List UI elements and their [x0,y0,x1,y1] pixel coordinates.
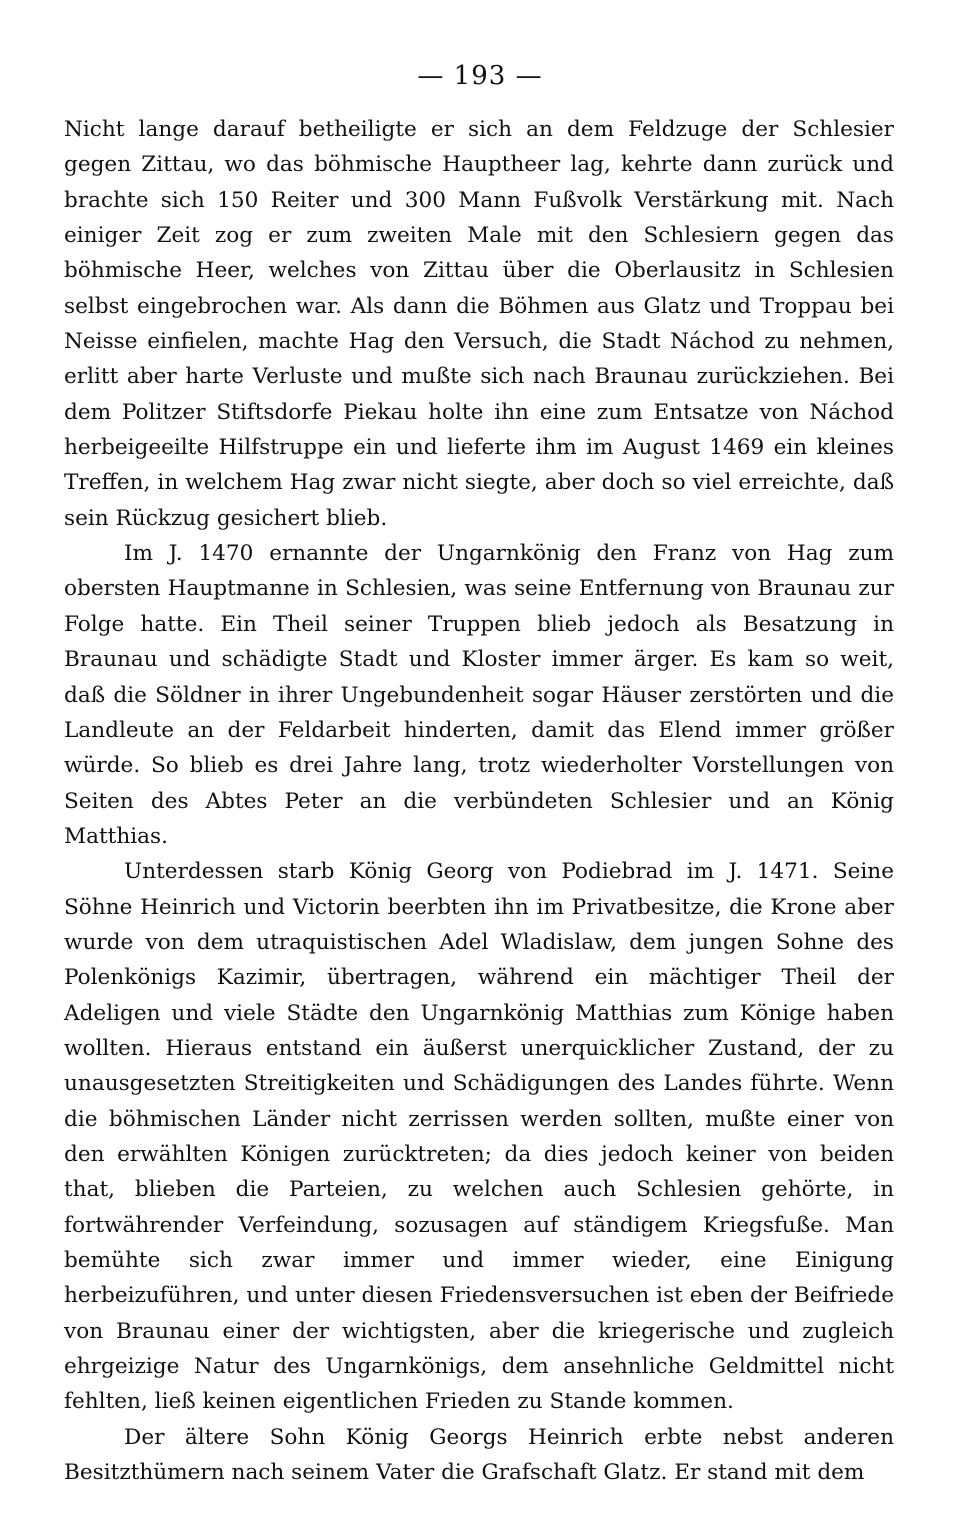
page-number: — 193 — [417,61,543,91]
paragraph-3: Unterdessen starb König Georg von Podiebrad im J. 1471. Seine Söhne Heinrich und Victorin beerbten ihn im Privatbesitze, die Krone aber wurde von dem utraquistischen Adel Wladislaw, dem jungen Sohne des Polenkönigs Kazimir, übertragen, während ein mächtiger Theil der Adeligen und viele Städte den Ungarnkönig Matthias zum Könige haben wollten. Hieraus entstand ein äußerst unerquicklicher Zustand, der zu unausgesetzten Streitigkeiten und Schädigungen des Landes führte. Wenn die böhmischen Länder nicht zerrissen werden sollten, mußte einer von den erwählten Königen zurücktreten; da dies jedoch keiner von beiden that, blieben die Parteien, zu welchen auch Schlesien gehörte, in fortwährender Verfeindung, sozusagen auf ständigem Kriegsfuße. Man bemühte sich zwar immer und immer wieder, eine Einigung herbeizuführen, und unter diesen Friedensversuchen ist eben der Beifriede von Braunau einer der wichtigsten, aber die kriegerische und zugleich ehrgeizige Natur des Ungarnkönigs, dem ansehnliche Geldmittel nicht fehlten, ließ keinen eigentlichen Frieden zu Stande kommen. [64,859,894,1415]
paragraph-2: Im J. 1470 ernannte der Ungarnkönig den Franz von Hag zum obersten Hauptmanne in Schlesien, was seine Entfernung von Braunau zur Folge hatte. Ein Theil seiner Truppen blieb jedoch als Besatzung in Braunau und schädigte Stadt und Kloster immer ärger. Es kam so weit, daß die Söldner in ihrer Ungebundenheit sogar Häuser zerstörten und die Landleute an der Feldarbeit hinderten, damit das Elend immer größer würde. So blieb es drei Jahre lang, trotz wiederholter Vorstellungen von Seiten des Abtes Peter an die verbündeten Schlesier und an König Matthias. [64,541,894,849]
body-text [64,112,894,1490]
paragraph-1: Nicht lange darauf betheiligte er sich an dem Feldzuge der Schlesier gegen Zittau, wo das böhmische Hauptheer lag, kehrte dann zurück und brachte sich 150 Reiter und 300 Mann Fußvolk Verstärkung mit. Nach einiger Zeit zog er zum zweiten Male mit den Schlesiern gegen das böhmische Heer, welches von Zittau über die Oberlausitz in Schlesien selbst eingebrochen war. Als dann die Böhmen aus Glatz und Troppau bei Neisse einfielen, machte Hag den Versuch, die Stadt Náchod zu nehmen, erlitt aber harte Verluste und mußte sich nach Braunau zurückziehen. Bei dem Politzer Stiftsdorfe Piekau holte ihn eine zum Entsatze von Náchod herbeigeeilte Hilfstruppe ein und lieferte ihm im August 1469 ein kleines Treffen, in welchem Hag zwar nicht siegte, aber doch so viel erreichte, daß sein Rückzug gesichert blieb. [64,117,894,531]
paragraph-4: Der ältere Sohn König Georgs Heinrich erbte nebst anderen Besitzthümern nach seinem Vater die Grafschaft Glatz. Er stand mit dem [64,1424,894,1486]
